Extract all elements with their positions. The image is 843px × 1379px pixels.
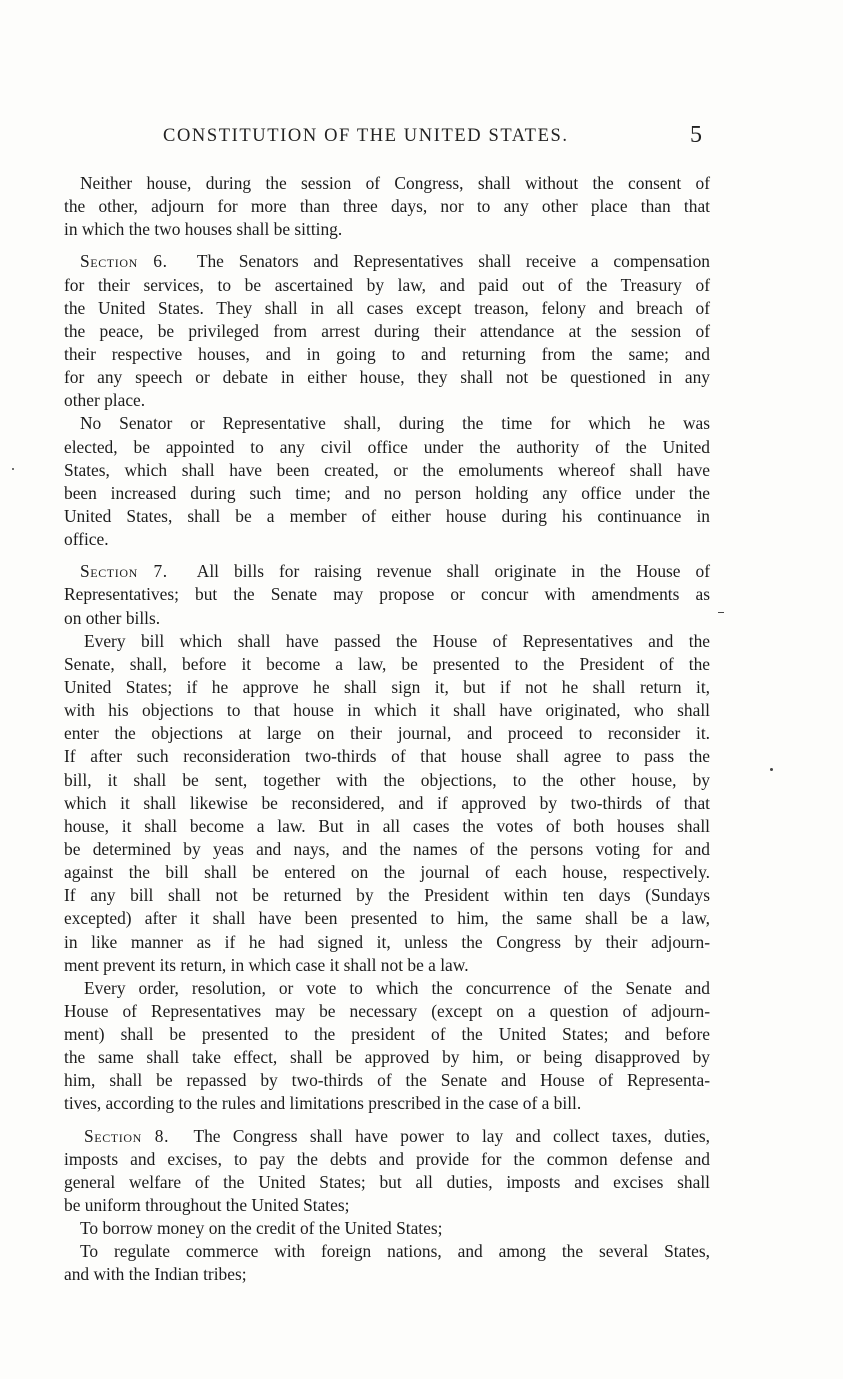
running-title: CONSTITUTION OF THE UNITED STATES. [163,126,569,146]
text-line: excepted) after it shall have been presented to him, the same shall be a law, [64,908,710,929]
text-line: United States, shall be a member of either house during his continuance in [64,505,710,526]
text-line: United States; if he approve he shall sign it, but if not he shall return it, [64,676,710,697]
page-number: 5 [690,122,702,148]
text-line: in which the two houses shall be sitting. [64,219,343,240]
text-line [64,560,710,583]
text-line: him, shall be repassed by two-thirds of the Senate and House of Representa- [64,1070,710,1091]
running-head [68,122,708,152]
text-line: the same shall take effect, shall be approved by him, or being disapproved by [64,1047,710,1068]
text-line: for their services, to be ascertained by law, and paid out of the Treasury of [64,274,710,295]
text-line: Neither house, during the session of Congress, shall without the consent of [80,173,710,193]
paragraph-adjournment [64,172,710,241]
body-text [64,172,710,1287]
text-line: and with the Indian tribes; [64,1264,247,1285]
paragraph-no-senator [64,412,710,551]
text-line: No Senator or Representative shall, during the time for which he was [80,413,710,434]
text-line: To borrow money on the credit of the United States; [80,1218,443,1239]
text-line: tives, according to the rules and limitations prescribed in the case of a bill. [64,1093,582,1114]
text-line: imposts and excises, to pay the debts and provide for the common defense and [64,1148,710,1169]
text-line: the United States. They shall in all cases except treason, felony and breach of [64,297,710,318]
text-line: for any speech or debate in either house, they shall not be questioned in any [64,367,710,388]
text-line: be determined by yeas and nays, and the names of the persons voting for and [64,838,710,859]
scan-speck [12,468,14,470]
text-line: been increased during such time; and no person holding any office under the [64,482,710,503]
paragraph-every-bill [64,630,710,977]
text-line: If after such reconsideration two-thirds of that house shall agree to pass the [64,746,710,767]
section-8 [64,1125,710,1218]
text-line: enter the objections at large on their journal, and proceed to reconsider it. [64,723,710,744]
text-line: To regulate commerce with foreign nations, and among the several States, [80,1241,710,1262]
text-line [64,250,710,273]
text-line: House of Representatives may be necessary (except on a question of adjourn- [64,1000,710,1021]
text-line: Senate, shall, before it become a law, be presented to the President of the [64,653,710,674]
text-line: house, it shall become a law. But in all cases the votes of both houses shall [64,815,710,836]
text-line: in like manner as if he had signed it, unless the Congress by their adjourn- [64,931,710,952]
section-6-label: Section 6. [80,251,168,272]
paragraph-every-order [64,977,710,1116]
text-line: which it shall likewise be reconsidered, and if approved by two-thirds of that [64,792,710,813]
section-6 [64,250,710,412]
text-line: the peace, be privileged from arrest during their attendance at the session of [64,320,710,341]
scan-speck [718,612,724,613]
section-6-first-line: The Senators and Representatives shall receive a compensation [196,251,711,272]
text-line: with his objections to that house in which it shall have originated, who shall [64,700,710,721]
text-line: office. [64,529,109,550]
text-line: ment prevent its return, in which case it shall not be a law. [64,954,469,975]
text-line: Representatives; but the Senate may propose or concur with amendments as [64,584,710,605]
text-line: States, which shall have been created, or the emoluments whereof shall have [64,459,710,480]
text-line [64,1125,710,1148]
scan-speck [770,768,773,771]
section-7 [64,560,710,629]
text-line: on other bills. [64,607,161,628]
text-line: their respective houses, and in going to and returning from the same; and [64,343,710,364]
section-7-label: Section 7. [80,561,168,582]
text-line: If any bill shall not be returned by the President within ten days (Sundays [64,885,710,906]
text-line: other place. [64,390,146,411]
text-line: general welfare of the United States; but all duties, imposts and excises shall [64,1171,710,1192]
text-line: bill, it shall be sent, together with the objections, to the other house, by [64,769,710,790]
text-line: against the bill shall be entered on the journal of each house, respectively. [64,862,710,883]
section-8-label: Section 8. [84,1125,170,1146]
paragraph-regulate [64,1240,710,1286]
text-line: Every bill which shall have passed the House of Representatives and the [84,630,710,651]
text-line: ment) shall be presented to the president of the United States; and before [64,1024,710,1045]
text-line: Every order, resolution, or vote to which the concurrence of the Senate and [84,977,710,998]
text-line: the other, adjourn for more than three days, nor to any other place than that [64,196,710,217]
section-8-first-line: The Congress shall have power to lay and collect taxes, duties, [193,1125,711,1146]
text-line: be uniform throughout the United States; [64,1195,350,1216]
paragraph-borrow [64,1217,710,1240]
section-7-first-line: All bills for raising revenue shall originate in the House of [196,561,710,582]
text-line: elected, be appointed to any civil office under the authority of the United [64,436,710,457]
